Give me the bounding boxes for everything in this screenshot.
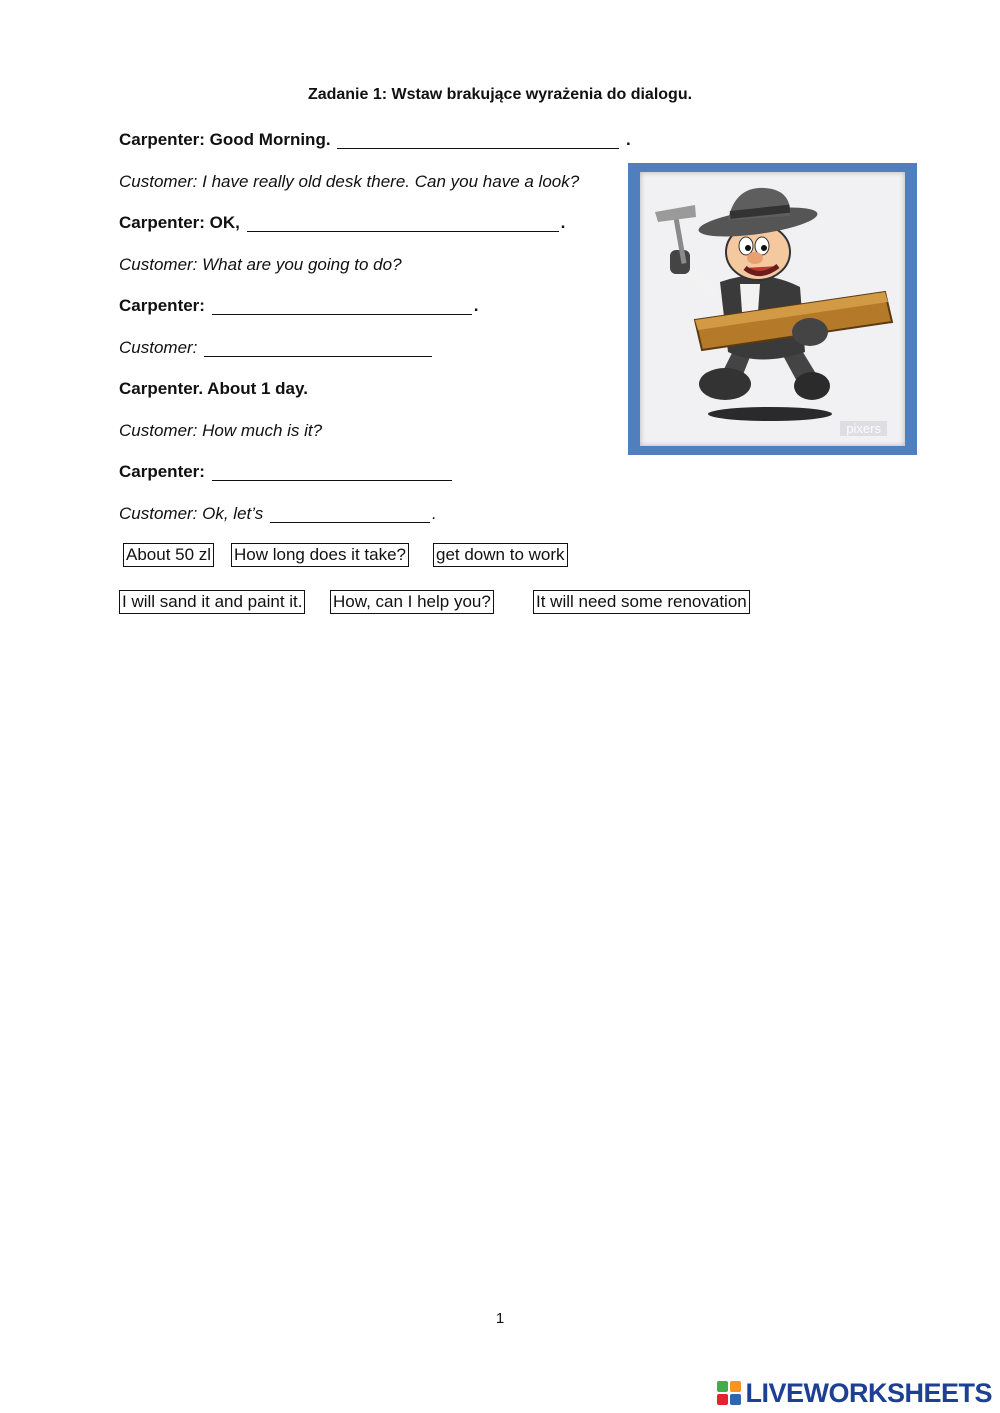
word-bank-item[interactable]: get down to work: [433, 543, 568, 567]
dialogue-text-before: Customer:: [119, 338, 203, 357]
answer-blank-4[interactable]: [204, 340, 432, 357]
dialogue-text-before: Carpenter:: [119, 296, 210, 315]
dialogue-text-before: Customer: I have really old desk there. Can you have a look?: [119, 172, 580, 191]
dialogue-text-after: .: [621, 130, 631, 149]
dialogue-line-5: [119, 296, 478, 316]
word-bank-item[interactable]: How, can I help you?: [330, 590, 494, 614]
carpenter-cartoon-icon: [640, 172, 905, 446]
dialogue-line-10: [119, 504, 437, 524]
footer-brand: [717, 1378, 992, 1408]
liveworksheets-logo-icon: [717, 1381, 741, 1405]
dialogue-line-8: [119, 421, 322, 441]
dialogue-text-before: Carpenter. About 1 day.: [119, 379, 308, 398]
carpenter-image-frame: [628, 163, 917, 455]
dialogue-text-after: .: [560, 213, 566, 232]
answer-blank-5[interactable]: [212, 464, 452, 481]
answer-blank-6[interactable]: [270, 506, 430, 523]
dialogue-text-after: .: [473, 296, 479, 315]
dialogue-line-3: [119, 213, 565, 233]
footer-brand-text: LIVEWORKSHEETS: [745, 1377, 992, 1408]
dialogue-line-4: [119, 255, 402, 275]
dialogue-text-before: Customer: What are you going to do?: [119, 255, 402, 274]
dialogue-text-before: Carpenter: Good Morning.: [119, 130, 336, 149]
dialogue-line-9: [119, 462, 454, 482]
word-bank-item[interactable]: About 50 zl: [123, 543, 214, 567]
answer-blank-1[interactable]: [337, 132, 619, 149]
dialogue-line-1: [119, 130, 631, 150]
dialogue-line-6: [119, 338, 434, 358]
dialogue-line-7: [119, 379, 308, 399]
dialogue-text-before: Carpenter: OK,: [119, 213, 245, 232]
image-watermark: pixers: [840, 421, 887, 436]
answer-blank-2[interactable]: [247, 215, 559, 232]
dialogue-text-before: Customer: How much is it?: [119, 421, 323, 440]
dialogue-line-2: [119, 172, 579, 192]
carpenter-illustration: [640, 172, 905, 446]
answer-blank-3[interactable]: [212, 298, 472, 315]
word-bank-item[interactable]: How long does it take?: [231, 543, 409, 567]
word-bank-item[interactable]: It will need some renovation: [533, 590, 750, 614]
dialogue-text-before: Customer: Ok, let’s: [119, 504, 268, 523]
page-number: 1: [495, 1310, 505, 1327]
dialogue-text-before: Carpenter:: [119, 462, 210, 481]
word-bank-item[interactable]: I will sand it and paint it.: [119, 590, 305, 614]
exercise-title: Zadanie 1: Wstaw brakujące wyrażenia do dialogu.: [307, 86, 693, 103]
dialogue-text-after: .: [431, 504, 437, 523]
